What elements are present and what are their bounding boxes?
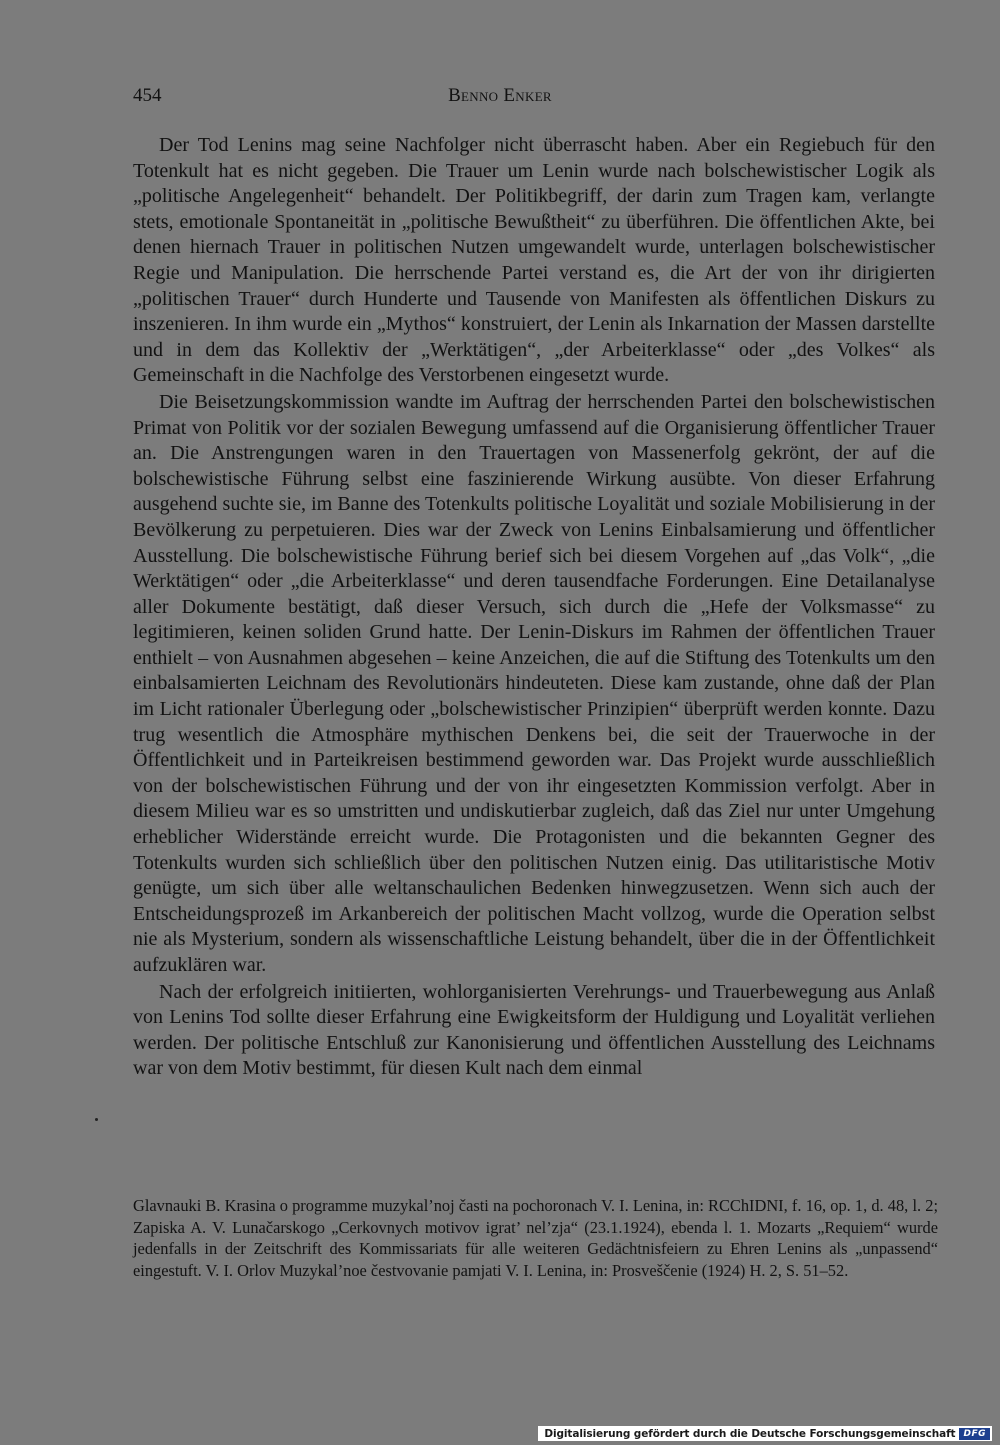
paragraph: Der Tod Lenins mag seine Nachfolger nicht überrascht haben. Aber ein Regiebuch für den Totenkult hat es nicht gegeben. Die Trauer um Lenin wurde nach bolschewistischer Logik als „politische Angelegenheit“ behandelt. Der Politikbegriff, der darin zum Tragen kam, verlangte stets, emotionale Spontaneität in „politische Bewußtheit“ zu überführen. Die öffentlichen Akte, bei denen hiernach Trauer in politischen Nutzen umgewandelt wurde, unterlagen bolschewistischer Regie und Manipulation. Die herrschende Partei verstand es, die Art der von ihr dirigierten „politischen Trauer“ durch Hunderte und Tausende von Manifesten als öffentlichen Diskurs zu inszenieren. In ihm wurde ein „Mythos“ konstruiert, der Lenin als Inkarnation der Massen darstellte und in dem das Kollektiv der „Werktätigen“, „der Arbeiterklasse“ oder „des Volkes“ als Gemeinschaft in die Nachfolge des Verstorbenen eingesetzt wurde.	[133, 134, 935, 387]
running-title: Benno Enker	[448, 85, 552, 106]
margin-mark	[95, 1118, 98, 1121]
digitization-notice: Digitalisierung gefördert durch die Deutsche Forschungsgemeinschaft	[544, 1427, 956, 1440]
paragraph: Die Beisetzungskommission wandte im Auftrag der herrschenden Partei den bolschewistischen Primat von Politik vor der sozialen Bewegung umfassend auf die Organisierung öffentlicher Trauer an. Die Anstrengungen waren in den Trauertagen von Massenerfolg gekrönt, der auf die bolschewistische Führung selbst eine faszinierende Wirkung ausübte. Von dieser Erfahrung ausgehend suchte sie, im Banne des Totenkults politische Loyalität und soziale Mobilisierung in der Bevölkerung zu perpetuieren. Dies war der Zweck von Lenins Einbalsamierung und öffentlicher Ausstellung. Die bolschewistische Führung berief sich bei diesem Vorgehen auf „das Volk“, „die Werktätigen“ oder „die Arbeiterklasse“ und deren tausendfache Forderungen. Eine Detailanalyse aller Dokumente bestätigt, daß dieser Versuch, sich durch die „Hefe der Volksmasse“ zu legitimieren, keinen soliden Grund hatte. Der Lenin-Diskurs im Rahmen der öffentlichen Trauer enthielt – von Ausnahmen abgesehen – keine Anzeichen, die auf die Stiftung des Totenkults um den einbalsamierten Leichnam des Revolutionärs hindeuteten. Diese kam zustande, ohne daß der Plan im Licht rationaler Überlegung oder „bolschewistischer Prinzipien“ überprüft werden konnte. Dazu trug wesentlich die Atmosphäre mythischen Denkens bei, die seit der Trauerwoche in der Öffentlichkeit und in Parteikreisen bestimmend geworden war. Das Projekt wurde ausschließlich von der bolschewistischen Führung und der von ihr eingesetzten Kommission verfolgt. Aber in diesem Milieu war es so umstritten und undiskutierbar zugleich, daß das Ziel nur unter Umgehung erheblicher Widerstände erreicht wurde. Die Protagonisten und die bekannten Gegner des Totenkults wurden sich schließlich über den politischen Nutzen einig. Das utilitaristische Motiv genügte, um sich über alle weltanschaulichen Bedenken hinwegzusetzen. Wenn sich auch der Entscheidungsprozeß im Arkanbereich der politischen Macht vollzog, wurde die Operation selbst nie als Mysterium, sondern als wissenschaftliche Leistung behandelt, über die in der Öffentlichkeit aufzuklären war.	[133, 390, 935, 976]
page-number: 454	[133, 85, 162, 106]
digitization-banner	[538, 1426, 992, 1441]
dfg-logo-icon: DFG	[959, 1428, 990, 1440]
main-text	[133, 133, 935, 1083]
footnote-text: Glavnauki B. Krasina o programme muzykal’noj časti na pochoronach V. I. Lenina, in: RCChIDNI, f. 16, op. 1, d. 48, l. 2; Zapiska A. V. Lunačarskogo „Cerkovnych motivov igrat’ nel’zja“ (23.1.1924), ebenda l. 1. Mozarts „Requiem“ wurde jedenfalls in der Zeitschrift des Kommissariats für alle weiteren Gedächtnisfeiern zu Ehren Lenins als „unpassend“ eingestuft. V. I. Orlov Muzykal’noe čestvovanie pamjati V. I. Lenina, in: Prosveščenie (1924) H. 2, S. 51–52.	[133, 1196, 938, 1280]
footnote	[133, 1195, 938, 1281]
paragraph: Nach der erfolgreich initiierten, wohlorganisierten Verehrungs- und Trauerbewegung aus Anlaß von Lenins Tod sollte dieser Erfahrung eine Ewigkeitsform der Huldigung und Loyalität verliehen werden. Der politische Entschluß zur Kanonisierung und öffentlichen Ausstellung des Leichnams war von dem Motiv bestimmt, für diesen Kult nach dem einmal	[133, 980, 935, 1080]
